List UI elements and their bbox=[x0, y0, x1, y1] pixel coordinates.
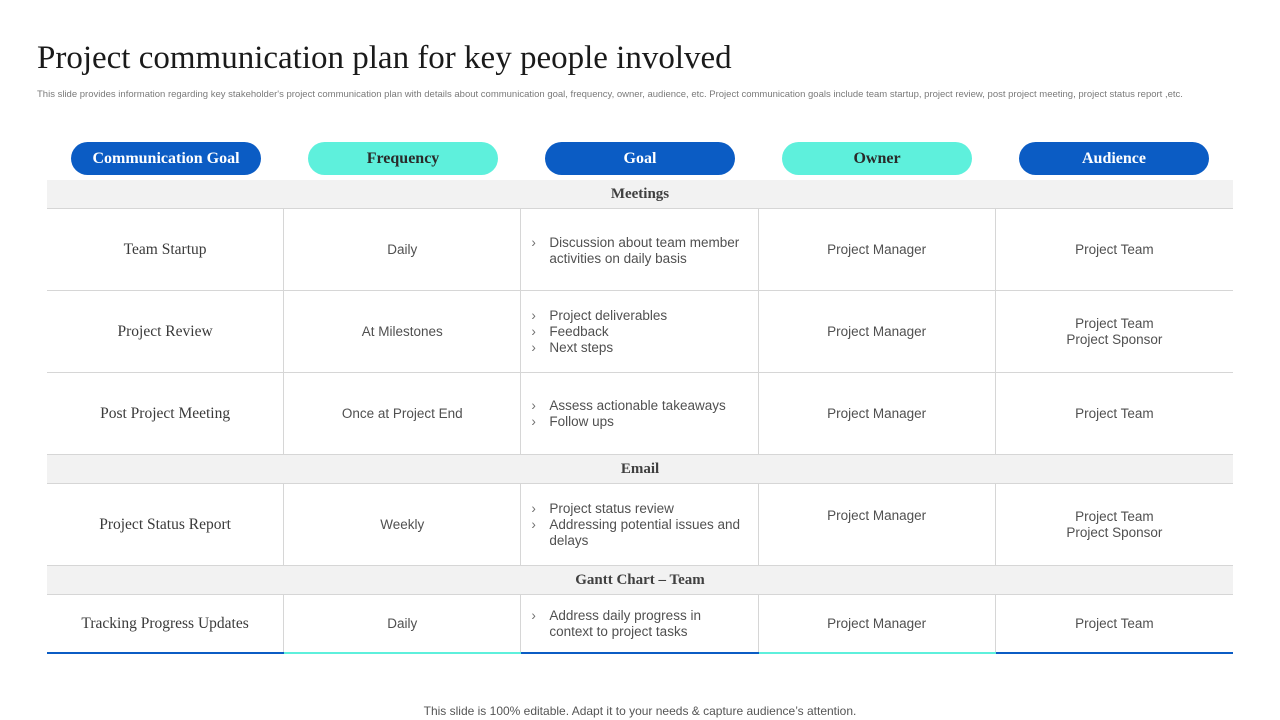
header-audience: Audience bbox=[1019, 142, 1209, 175]
row-goal bbox=[521, 595, 758, 653]
row-frequency: At Milestones bbox=[284, 291, 521, 372]
audience-item: Project Team bbox=[1075, 508, 1154, 524]
audience-item: Project Team bbox=[1075, 405, 1154, 421]
row-goal bbox=[521, 291, 758, 372]
table-bottom-accent bbox=[47, 652, 1233, 654]
accent-line bbox=[47, 652, 284, 654]
goal-item: › Assess actionable takeaways bbox=[529, 398, 725, 414]
goal-item: › Project status review bbox=[529, 501, 747, 517]
row-owner: Project Manager bbox=[759, 291, 996, 372]
row-goal bbox=[521, 373, 758, 454]
section-meetings: Meetings bbox=[47, 180, 1233, 209]
row-owner: Project Manager bbox=[759, 595, 996, 653]
row-frequency: Daily bbox=[284, 595, 521, 653]
audience-item: Project Sponsor bbox=[1066, 331, 1163, 347]
row-owner: Project Manager bbox=[759, 373, 996, 454]
row-name: Tracking Progress Updates bbox=[47, 595, 284, 653]
row-audience bbox=[996, 484, 1233, 565]
accent-line bbox=[284, 652, 521, 654]
table-row bbox=[47, 291, 1233, 373]
row-audience bbox=[996, 291, 1233, 372]
accent-line bbox=[759, 652, 996, 654]
accent-line bbox=[996, 652, 1233, 654]
row-audience bbox=[996, 595, 1233, 653]
audience-item: Project Team bbox=[1075, 616, 1154, 631]
audience-item: Project Team bbox=[1075, 315, 1154, 331]
row-name: Project Status Report bbox=[47, 484, 284, 565]
goal-item: › Addressing potential issues and delays bbox=[529, 517, 747, 549]
section-gantt-chart-team: Gantt Chart – Team bbox=[47, 566, 1233, 595]
row-frequency: Once at Project End bbox=[284, 373, 521, 454]
communication-plan-table bbox=[47, 180, 1233, 653]
row-goal bbox=[521, 209, 758, 290]
table-row bbox=[47, 209, 1233, 291]
row-owner: Project Manager bbox=[759, 209, 996, 290]
header-owner: Owner bbox=[782, 142, 972, 175]
goal-item: › Discussion about team member activities on daily basis bbox=[529, 235, 747, 267]
row-name: Team Startup bbox=[47, 209, 284, 290]
goal-item: › Address daily progress in context to project tasks bbox=[529, 608, 747, 640]
row-audience bbox=[996, 209, 1233, 290]
table-row bbox=[47, 484, 1233, 566]
row-name: Post Project Meeting bbox=[47, 373, 284, 454]
goal-item: › Project deliverables bbox=[529, 308, 667, 324]
slide-description: This slide provides information regarding key stakeholder's project communication plan with details about communication goal, frequency, owner, audience, etc. Project communication goals include team startup, project review, post project meeting, project status report ,etc. bbox=[37, 89, 1183, 100]
accent-line bbox=[521, 652, 758, 654]
header-communication-goal: Communication Goal bbox=[71, 142, 261, 175]
row-goal bbox=[521, 484, 758, 565]
audience-item: Project Sponsor bbox=[1066, 524, 1163, 540]
table-row bbox=[47, 595, 1233, 653]
row-audience bbox=[996, 373, 1233, 454]
slide-title: Project communication plan for key people involved bbox=[37, 40, 732, 76]
goal-item: › Feedback bbox=[529, 324, 667, 340]
header-goal: Goal bbox=[545, 142, 735, 175]
row-frequency: Weekly bbox=[284, 484, 521, 565]
goal-item: › Follow ups bbox=[529, 414, 725, 430]
slide-footer: This slide is 100% editable. Adapt it to your needs & capture audience’s attention. bbox=[423, 704, 857, 718]
row-name: Project Review bbox=[47, 291, 284, 372]
header-frequency: Frequency bbox=[308, 142, 498, 175]
goal-item: › Next steps bbox=[529, 340, 667, 356]
table-row bbox=[47, 373, 1233, 455]
row-frequency: Daily bbox=[284, 209, 521, 290]
row-owner: Project Manager bbox=[759, 484, 996, 565]
audience-item: Project Team bbox=[1075, 241, 1154, 257]
section-email: Email bbox=[47, 455, 1233, 484]
